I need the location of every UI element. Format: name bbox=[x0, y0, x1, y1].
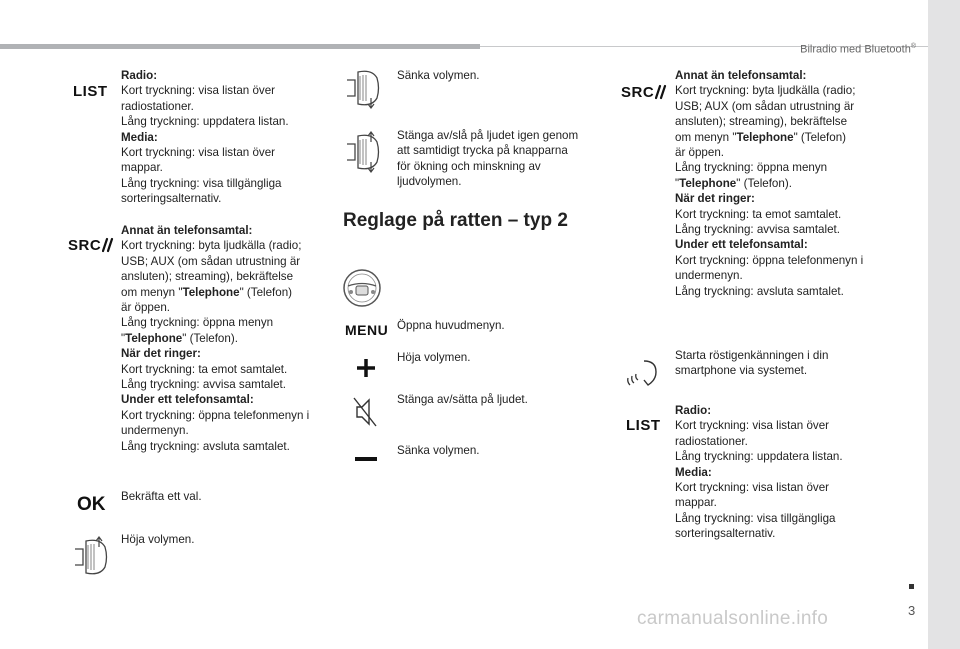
list-description-2: Radio: Kort tryckning: visa listan över radiostationer. Lång tryckning: uppdatera listan. Media: Kort tryckning: visa listan över mappar. Lång tryckning: visa tillgängliga sorteringsalternativ. bbox=[675, 404, 843, 541]
section-title: Reglage på ratten – typ 2 bbox=[343, 210, 568, 231]
volume-down-thumbwheel-icon bbox=[344, 66, 384, 110]
ok-description: Bekräfta ett val. bbox=[121, 490, 202, 503]
menu-icon: MENU bbox=[345, 322, 389, 338]
page-sidebar bbox=[928, 0, 960, 649]
voice-description: Starta röstigenkänningen i din smartphone via systemet. bbox=[675, 349, 829, 378]
volume-down-description: Sänka volymen. bbox=[397, 69, 480, 82]
menu-description: Öppna huvudmenyn. bbox=[397, 319, 505, 332]
plus-description: Höja volymen. bbox=[397, 351, 471, 364]
mute-thumbwheel-icon bbox=[344, 130, 384, 174]
steering-wheel-icon bbox=[340, 266, 384, 310]
src-description: Annat än telefonsamtal: Kort tryckning: byta ljudkälla (radio; USB; AUX (om sådan utrustning är ansluten); streaming), bekräftelse om menyn "Telephone" (Telefon) är öppen. Lång tryckning: öppna menyn "Telephone" (Telefon). När det ringer: Kort tryckning: ta emot samtalet. Lång tryckning: avvisa samtalet. Under ett telefonsamtal: Kort tryckning: öppna telefonmenyn i undermenyn. Lång tryckning: avsluta samtalet. bbox=[121, 224, 310, 453]
volume-up-thumbwheel-icon bbox=[72, 535, 112, 579]
watermark: carmanualsonline.info bbox=[637, 608, 829, 629]
src-phone-icon-2: SRC bbox=[621, 84, 669, 101]
list-icon: LIST bbox=[73, 83, 108, 100]
list-description: Radio: Kort tryckning: visa listan över radiostationer. Lång tryckning: uppdatera listan. Media: Kort tryckning: visa listan över mappar. Lång tryckning: visa tillgängliga sorteringsalternativ. bbox=[121, 69, 289, 206]
mute-speaker-icon bbox=[352, 395, 378, 429]
mute-description: Stänga av/slå på ljudet igen genom att samtidigt trycka på knapparna för ökning och minskning av ljudvolymen. bbox=[397, 129, 579, 189]
minus-icon bbox=[354, 455, 378, 463]
page-header-title: Bilradio med Bluetooth® bbox=[800, 43, 916, 56]
ok-icon: OK bbox=[77, 494, 106, 515]
plus-icon bbox=[355, 357, 377, 379]
page-number: 3 bbox=[908, 603, 916, 618]
mute-speaker-description: Stänga av/sätta på ljudet. bbox=[397, 393, 528, 406]
src-phone-icon: SRC bbox=[68, 237, 116, 254]
page-marker bbox=[909, 584, 914, 589]
list-icon-2: LIST bbox=[626, 417, 661, 434]
minus-description: Sänka volymen. bbox=[397, 444, 480, 457]
header-bar bbox=[0, 44, 480, 49]
volume-up-description: Höja volymen. bbox=[121, 533, 195, 546]
voice-recognition-icon bbox=[624, 358, 660, 388]
src-description-2: Annat än telefonsamtal: Kort tryckning: byta ljudkälla (radio; USB; AUX (om sådan utrustning är ansluten); streaming), bekräftelse om menyn "Telephone" (Telefon) är öppen. Lång tryckning: öppna menyn "Telephone" (Telefon). När det ringer: Kort tryckning: ta emot samtalet. Lång tryckning: avvisa samtalet. Under ett telefonsamtal: Kort tryckning: öppna telefonmenyn i undermenyn. Lång tryckning: avsluta samtalet. bbox=[675, 69, 864, 298]
